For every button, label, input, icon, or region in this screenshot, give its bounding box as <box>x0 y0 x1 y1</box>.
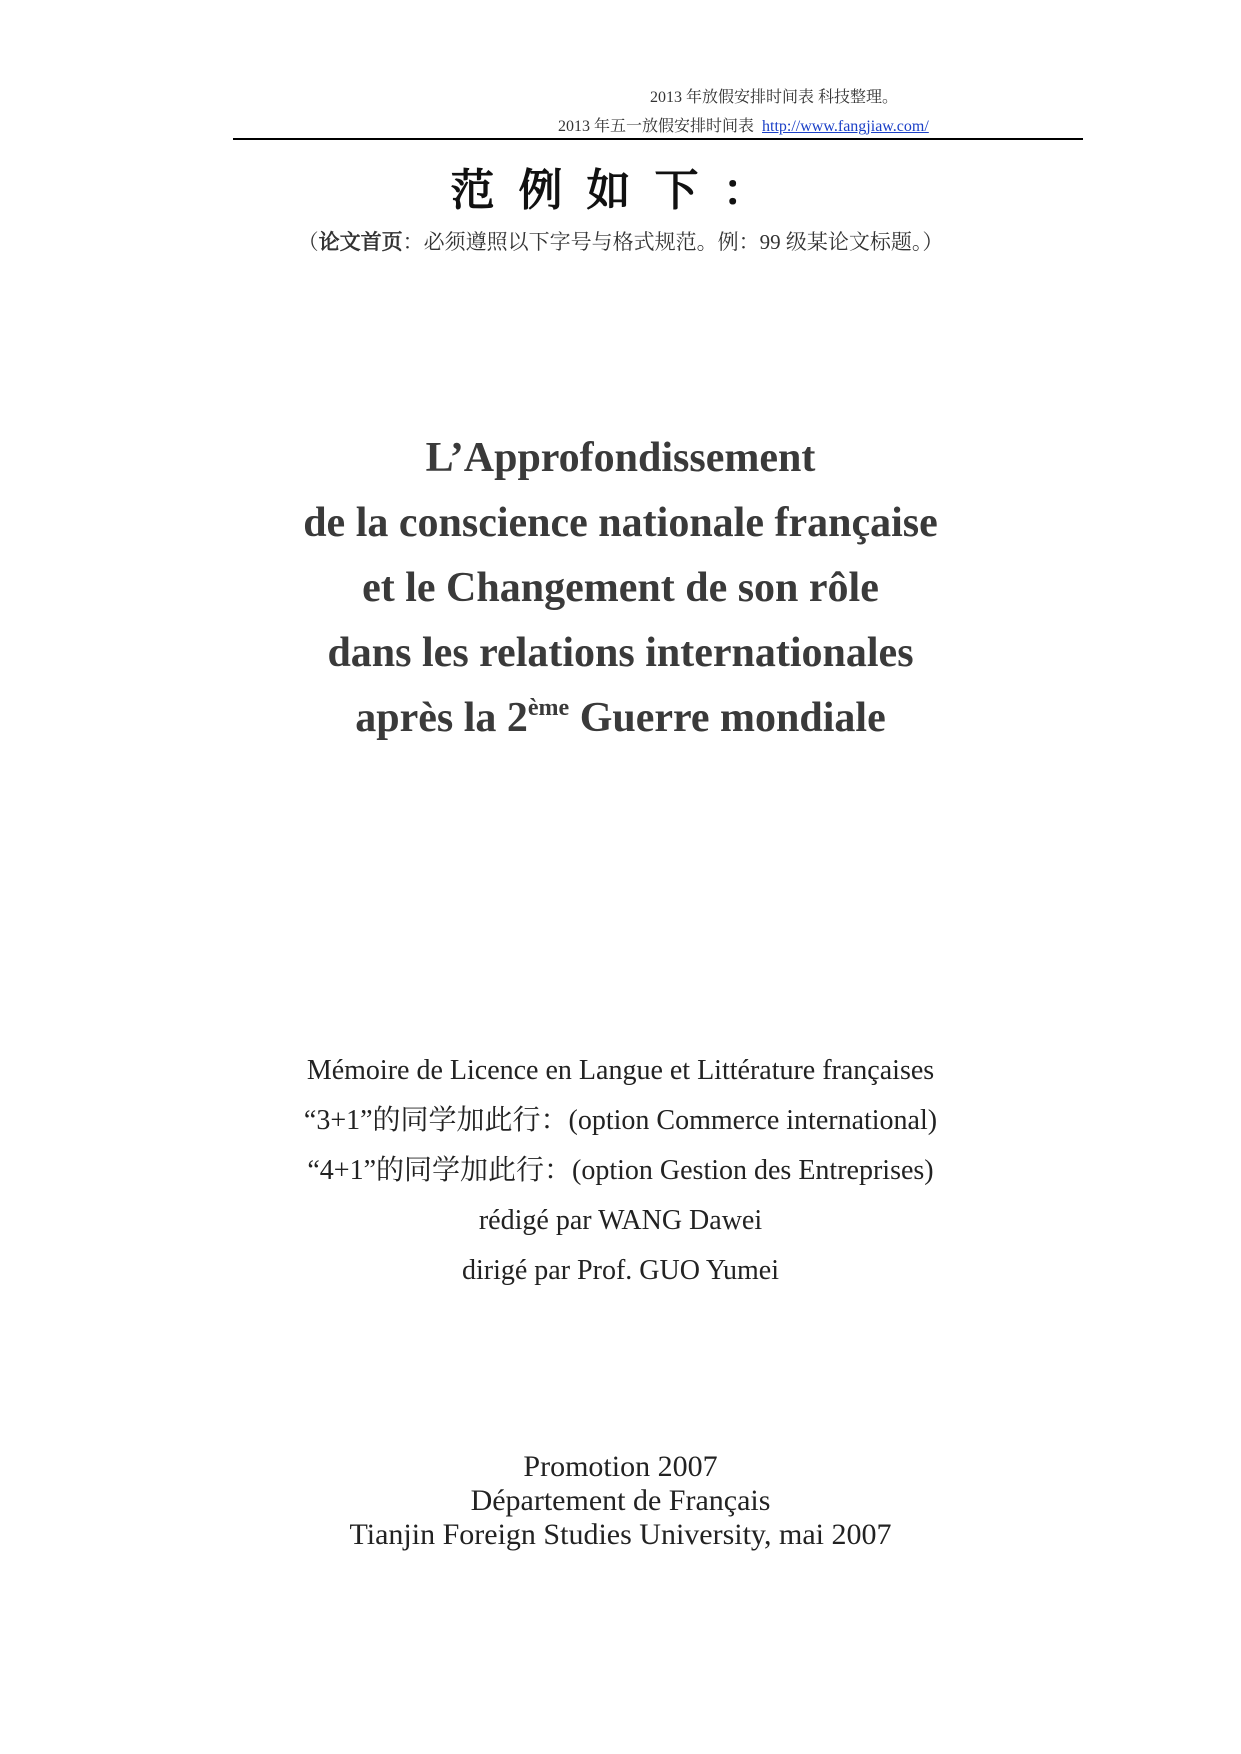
note-rest: ：必须遵照以下字号与格式规范。例：99 级某论文标题。） <box>402 230 944 254</box>
header-line-2 <box>558 113 929 136</box>
title-line-5-sup: ème <box>527 695 570 721</box>
title-line-2: de la conscience nationale française <box>303 500 938 546</box>
title-line-5 <box>0 686 1241 751</box>
title-line-5-pre: après la 2 <box>355 695 528 741</box>
promotion-line-3: Tianjin Foreign Studies University, mai 2007 <box>349 1518 892 1551</box>
note-bold: 论文首页 <box>318 230 403 254</box>
header-line-1: 2013 年放假安排时间表 科技整理。 <box>650 89 899 106</box>
title-line-5-post: Guerre mondiale <box>569 695 886 741</box>
info-line-5: dirigé par Prof. GUO Yumei <box>461 1255 779 1286</box>
sample-heading: 范例如下： <box>450 165 791 216</box>
info-line-2: “3+1”的同学加此行：(option Commerce international) <box>303 1105 938 1136</box>
info-line-3: “4+1”的同学加此行：(option Gestion des Entreprises) <box>307 1155 934 1186</box>
info-line-1: Mémoire de Licence en Langue et Littérature françaises <box>306 1055 935 1086</box>
title-line-4: dans les relations internationales <box>327 630 914 676</box>
note-open: （ <box>297 230 319 254</box>
header-line-2-text: 2013 年五一放假安排时间表 <box>558 118 755 135</box>
format-note <box>0 226 1241 256</box>
header-rule <box>233 138 1083 140</box>
info-line-4: rédigé par WANG Dawei <box>478 1205 763 1236</box>
promotion-block <box>0 1450 1241 1552</box>
thesis-title <box>0 426 1241 751</box>
promotion-line-2: Département de Français <box>470 1484 771 1517</box>
thesis-info <box>0 1046 1241 1296</box>
promotion-line-1: Promotion 2007 <box>523 1450 718 1483</box>
title-line-3: et le Changement de son rôle <box>362 565 879 611</box>
title-line-1: L’Approfondissement <box>425 435 816 481</box>
header-link[interactable]: http://www.fangjiaw.com/ <box>762 118 929 135</box>
